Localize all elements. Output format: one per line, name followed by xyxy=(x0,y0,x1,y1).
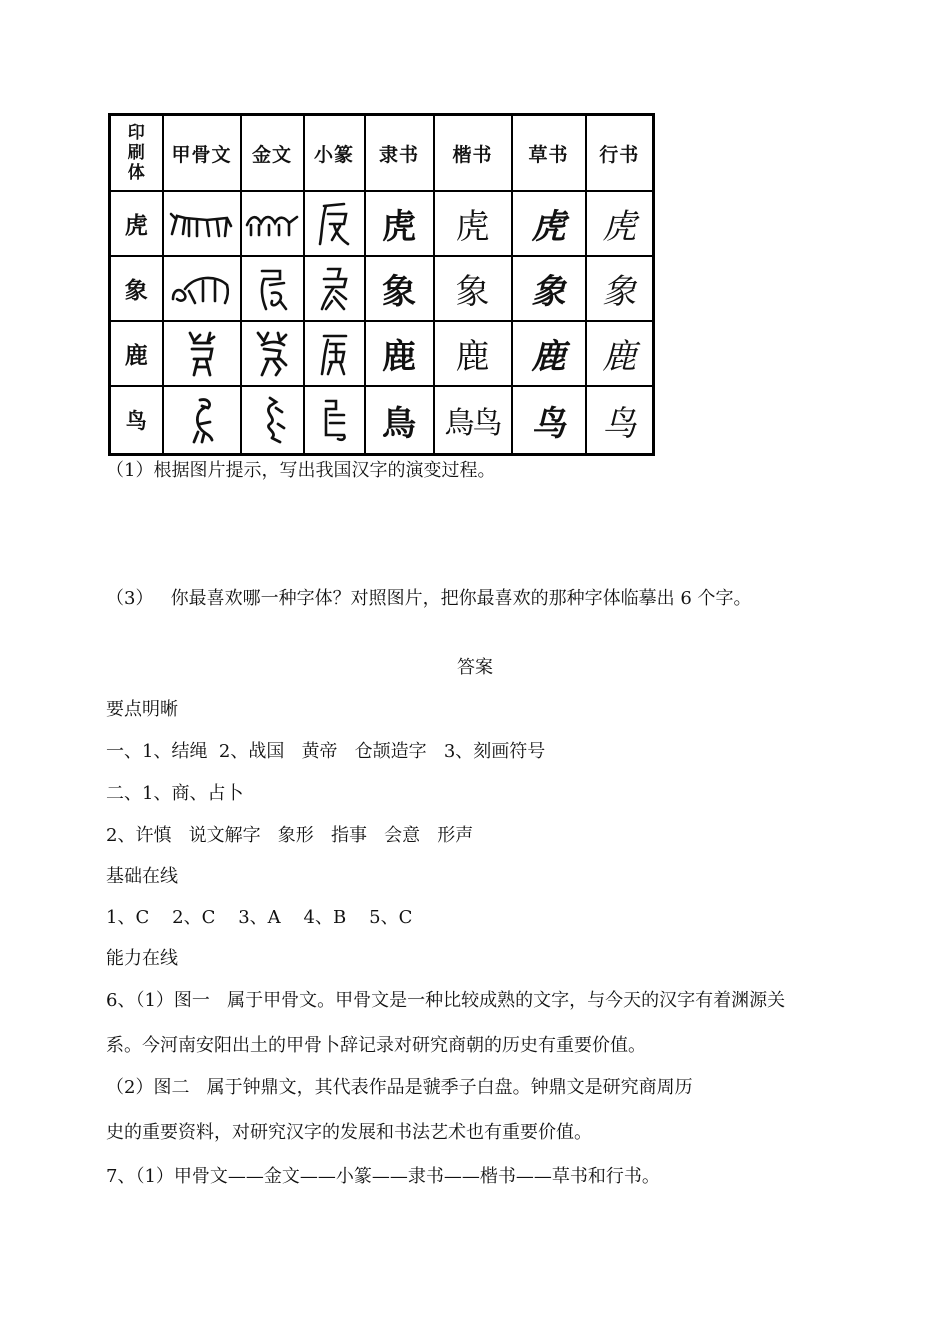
seal-deer-glyph xyxy=(304,321,365,386)
table-header-row xyxy=(110,115,654,192)
regular-tiger: 虎 xyxy=(434,191,512,256)
script-evolution-table xyxy=(108,113,655,456)
print-char-tiger: 虎 xyxy=(110,191,163,256)
seal-bird-glyph xyxy=(304,386,365,455)
header-print-font xyxy=(110,115,163,192)
table-row-elephant xyxy=(110,256,654,321)
answer-line-2: 一、1、结绳 2、战国 黄帝 仓颉造字 3、刻画符号 xyxy=(106,741,546,762)
answer-line-10: （2）图二 属于钟鼎文，其代表作品是虢季子白盘。钟鼎文是研究商周历 xyxy=(106,1077,693,1098)
cursive-elephant: 象 xyxy=(512,256,586,321)
answer-line-4: 2、许慎 说文解字 象形 指事 会意 形声 xyxy=(106,825,474,846)
oracle-elephant-glyph xyxy=(163,256,241,321)
table-row-bird xyxy=(110,386,654,455)
answer-line-3: 二、1、商、占卜 xyxy=(106,783,244,804)
running-tiger: 虎 xyxy=(586,191,654,256)
running-deer: 鹿 xyxy=(586,321,654,386)
answer-line-5: 基础在线 xyxy=(106,866,178,887)
header-print-char-2: 刷 xyxy=(127,143,145,163)
header-cursive: 草书 xyxy=(512,115,586,192)
answer-line-12: 7、（1）甲骨文——金文——小篆——隶书——楷书——草书和行书。 xyxy=(106,1166,660,1187)
seal-elephant-glyph xyxy=(304,256,365,321)
cursive-deer: 鹿 xyxy=(512,321,586,386)
header-small-seal: 小篆 xyxy=(304,115,365,192)
print-char-bird: 鸟 xyxy=(110,386,163,455)
bronze-tiger-glyph xyxy=(241,191,304,256)
clerical-tiger: 虎 xyxy=(365,191,434,256)
header-regular: 楷书 xyxy=(434,115,512,192)
regular-bird: 鳥鸟 xyxy=(434,386,512,455)
header-oracle-bone: 甲骨文 xyxy=(163,115,241,192)
oracle-tiger-glyph xyxy=(163,191,241,256)
cursive-bird: 鸟 xyxy=(512,386,586,455)
answer-line-9: 系。今河南安阳出土的甲骨卜辞记录对研究商朝的历史有重要价值。 xyxy=(106,1035,646,1056)
oracle-deer-glyph xyxy=(163,321,241,386)
table-row-tiger xyxy=(110,191,654,256)
clerical-bird: 鳥 xyxy=(365,386,434,455)
header-bronze: 金文 xyxy=(241,115,304,192)
answer-line-8: 6、（1）图一 属于甲骨文。甲骨文是一种比较成熟的文字，与今天的汉字有着渊源关 xyxy=(106,990,786,1011)
answer-line-1: 要点明晰 xyxy=(106,699,178,720)
answer-title: 答案 xyxy=(457,657,493,678)
print-char-elephant: 象 xyxy=(110,256,163,321)
clerical-deer: 鹿 xyxy=(365,321,434,386)
answer-line-7: 能力在线 xyxy=(106,948,178,969)
question-1: （1）根据图片提示，写出我国汉字的演变过程。 xyxy=(106,460,496,481)
oracle-bird-glyph xyxy=(163,386,241,455)
question-3: （3） 你最喜欢哪一种字体？对照图片，把你最喜欢的那种字体临摹出 6 个字。 xyxy=(106,588,752,609)
header-print-char-1: 印 xyxy=(127,123,145,143)
regular-elephant: 象 xyxy=(434,256,512,321)
regular-deer: 鹿 xyxy=(434,321,512,386)
table-row-deer xyxy=(110,321,654,386)
running-elephant: 象 xyxy=(586,256,654,321)
header-running: 行书 xyxy=(586,115,654,192)
bronze-deer-glyph xyxy=(241,321,304,386)
header-print-char-3: 体 xyxy=(127,163,145,183)
clerical-elephant: 象 xyxy=(365,256,434,321)
bronze-bird-glyph xyxy=(241,386,304,455)
seal-tiger-glyph xyxy=(304,191,365,256)
running-bird: 鸟 xyxy=(586,386,654,455)
print-char-deer: 鹿 xyxy=(110,321,163,386)
answer-line-11: 史的重要资料，对研究汉字的发展和书法艺术也有重要价值。 xyxy=(106,1122,592,1143)
cursive-tiger: 虎 xyxy=(512,191,586,256)
header-clerical: 隶书 xyxy=(365,115,434,192)
bronze-elephant-glyph xyxy=(241,256,304,321)
answer-line-6: 1、C 2、C 3、A 4、B 5、C xyxy=(106,907,413,928)
